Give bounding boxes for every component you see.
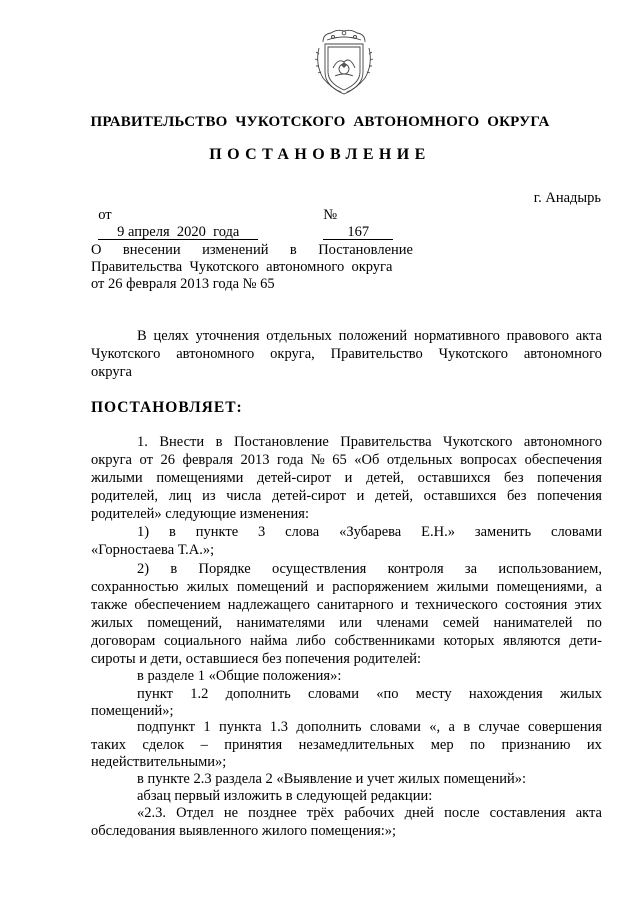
- date-value: 9 апреля 2020 года: [98, 225, 258, 240]
- word: автономного: [523, 434, 602, 450]
- word: технического: [415, 597, 498, 613]
- word: пункт: [137, 686, 173, 702]
- word: «Об: [354, 452, 380, 468]
- preamble-line: [91, 346, 602, 363]
- word: Правительства: [340, 434, 432, 450]
- word: и: [316, 579, 325, 595]
- word: Правительство: [330, 346, 423, 362]
- word: №: [310, 452, 325, 468]
- word: детей-сирот: [257, 470, 332, 486]
- word: дополнить: [296, 719, 362, 735]
- word: а: [448, 719, 455, 735]
- paragraph-line: [91, 452, 602, 469]
- word: жилых: [186, 579, 229, 595]
- word: рабочих: [344, 805, 395, 821]
- word: нанимателями: [236, 615, 325, 631]
- word: помещениями: [156, 470, 244, 486]
- word: Е.Н.»: [421, 524, 455, 540]
- subject-line-1: [91, 242, 413, 259]
- word: Отдел: [176, 805, 214, 821]
- paragraph-line: сироты и дети, оставшиеся без попечения родителей:: [91, 651, 422, 667]
- word: которых: [443, 633, 495, 649]
- word: попечения: [537, 488, 602, 504]
- word: оставшихся: [423, 488, 497, 504]
- word: надлежащего: [227, 597, 310, 613]
- paragraph-line: [91, 597, 602, 614]
- word: попечения: [537, 470, 602, 486]
- paragraph-line: в пункте 2.3 раздела 2 «Выявление и учет жилых помещений»:: [137, 771, 527, 787]
- word: обеспечения: [524, 452, 602, 468]
- word: дети-: [569, 633, 602, 649]
- word: семей: [442, 615, 480, 631]
- word: из: [202, 488, 216, 504]
- word: найма: [250, 633, 288, 649]
- word: «2.3.: [137, 805, 166, 821]
- word: отдельных: [386, 452, 453, 468]
- word: автономного: [523, 346, 602, 362]
- word: Внести: [159, 434, 205, 450]
- subject-word: внесении: [122, 242, 181, 258]
- word: сохранностью: [91, 579, 179, 595]
- government-title: ПРАВИТЕЛЬСТВО ЧУКОТСКОГО АВТОНОМНОГО ОКРУГА: [90, 114, 550, 130]
- word: Чукотского: [91, 346, 161, 362]
- word: членами: [376, 615, 429, 631]
- date-label: от: [98, 207, 112, 223]
- word: санитарного: [316, 597, 394, 613]
- word: помещений,: [147, 615, 223, 631]
- word: лиц: [168, 488, 192, 504]
- word: являются: [503, 633, 561, 649]
- word: «,: [429, 719, 441, 735]
- word: детей-сирот: [272, 488, 347, 504]
- paragraph-line: [91, 579, 602, 596]
- word: месту: [415, 686, 452, 702]
- subject-word: изменений: [202, 242, 269, 258]
- word: нахождения: [468, 686, 543, 702]
- coat-of-arms-emblem: [311, 28, 377, 98]
- word: 1): [137, 524, 150, 540]
- word: 1.: [137, 434, 148, 450]
- number-label: №: [323, 207, 338, 223]
- word: после: [444, 805, 480, 821]
- paragraph-line: [91, 633, 602, 650]
- subject-line-3: от 26 февраля 2013 года № 65: [91, 276, 275, 292]
- word: детей,: [366, 470, 405, 486]
- document-subject: [91, 242, 413, 293]
- preamble-line: округа: [91, 364, 132, 380]
- word: детей,: [375, 488, 414, 504]
- number-field: [316, 190, 393, 241]
- word: также: [91, 597, 128, 613]
- word: акта: [575, 328, 602, 344]
- paragraph-line: [91, 615, 602, 632]
- word: 2): [137, 561, 150, 577]
- preamble-line: [137, 328, 602, 345]
- word: и: [356, 488, 365, 504]
- word: акта: [575, 805, 602, 821]
- word: использованием,: [498, 561, 602, 577]
- word: а: [595, 579, 602, 595]
- subject-word: в: [289, 242, 297, 258]
- word: «по: [376, 686, 399, 702]
- word: округа: [91, 452, 132, 468]
- word: таких: [91, 737, 127, 753]
- paragraph-line: недействительными»;: [91, 754, 227, 770]
- word: уточнения: [195, 328, 260, 344]
- word: 1.3: [269, 719, 289, 735]
- word: целях: [153, 328, 189, 344]
- word: в: [168, 524, 176, 540]
- word: принятия: [224, 737, 283, 753]
- word: 2013: [240, 452, 270, 468]
- paragraph-line: [137, 686, 602, 703]
- word: подпункт: [137, 719, 195, 735]
- word: распоряжением: [332, 579, 429, 595]
- word: Порядке: [198, 561, 251, 577]
- resolves-heading: ПОСТАНОВЛЯЕТ:: [91, 399, 243, 416]
- word: этих: [574, 597, 602, 613]
- word: социального: [163, 633, 242, 649]
- word: отдельных: [266, 328, 332, 344]
- word: 1.2: [190, 686, 209, 702]
- word: Чукотского: [443, 434, 513, 450]
- word: в: [463, 719, 471, 735]
- word: и: [400, 597, 409, 613]
- word: без: [506, 488, 527, 504]
- word: или: [339, 615, 363, 631]
- word: –: [200, 737, 208, 753]
- date-field: [91, 190, 258, 241]
- word: родителей,: [91, 488, 159, 504]
- word: случае: [478, 719, 520, 735]
- word: В: [137, 328, 147, 344]
- word: от: [139, 452, 153, 468]
- word: нанимателей: [493, 615, 573, 631]
- paragraph-line: «Горностаева Т.А.»;: [91, 542, 215, 558]
- paragraph-line: [137, 524, 602, 541]
- number-value: 167: [323, 225, 393, 240]
- word: договорам: [91, 633, 156, 649]
- word: 65: [332, 452, 347, 468]
- word: слова: [285, 524, 320, 540]
- word: составления: [489, 805, 566, 821]
- word: 26: [160, 452, 175, 468]
- word: без: [504, 470, 524, 486]
- word: словами: [369, 719, 421, 735]
- word: Постановление: [234, 434, 329, 450]
- word: вопросах: [460, 452, 518, 468]
- word: заменить: [474, 524, 532, 540]
- paragraph-line: [137, 805, 602, 822]
- word: 3: [258, 524, 266, 540]
- paragraph-line: обследования выявленного жилого помещения:»;: [91, 823, 397, 839]
- word: дней: [404, 805, 434, 821]
- word: жилых: [559, 686, 602, 702]
- document-type: ПОСТАНОВЛЕНИЕ: [209, 146, 431, 163]
- word: в: [215, 434, 223, 450]
- word: 1: [203, 719, 211, 735]
- word: правового: [506, 328, 569, 344]
- word: округа,: [270, 346, 315, 362]
- paragraph-line: [137, 719, 602, 736]
- word: оставшихся: [417, 470, 491, 486]
- word: и: [344, 470, 353, 486]
- word: жилых: [91, 615, 134, 631]
- word: мер: [430, 737, 454, 753]
- word: обеспечением: [134, 597, 221, 613]
- word: в: [170, 561, 178, 577]
- word: либо: [296, 633, 326, 649]
- word: нормативного: [413, 328, 500, 344]
- word: числа: [226, 488, 262, 504]
- word: словами: [308, 686, 359, 702]
- word: положений: [338, 328, 408, 344]
- paragraph-line: родителей» следующие изменения:: [91, 506, 309, 522]
- word: помещениями,: [496, 579, 588, 595]
- word: совершения: [528, 719, 602, 735]
- word: их: [586, 737, 602, 753]
- word: не: [223, 805, 239, 821]
- paragraph-line: [91, 488, 602, 505]
- word: по: [470, 737, 486, 753]
- word: пункте: [195, 524, 239, 540]
- word: сделок: [142, 737, 185, 753]
- word: словами: [551, 524, 602, 540]
- subject-line-2: Правительства Чукотского автономного округа: [91, 259, 393, 275]
- paragraph-line: [137, 561, 602, 578]
- paragraph-line: в разделе 1 «Общие положения»:: [137, 668, 342, 684]
- word: жилыми: [91, 470, 143, 486]
- word: пункта: [218, 719, 262, 735]
- word: признанию: [501, 737, 571, 753]
- word: автономного: [176, 346, 255, 362]
- word: жилыми: [436, 579, 489, 595]
- word: Чукотского: [438, 346, 509, 362]
- paragraph-line: абзац первый изложить в следующей редакции:: [137, 788, 433, 804]
- subject-word: О: [91, 242, 102, 258]
- word: за: [464, 561, 478, 577]
- word: позднее: [248, 805, 297, 821]
- word: собственниками: [334, 633, 435, 649]
- word: года: [277, 452, 304, 468]
- word: февраля: [182, 452, 233, 468]
- word: незамедлительных: [298, 737, 415, 753]
- paragraph-line: [91, 737, 602, 754]
- word: дополнить: [225, 686, 291, 702]
- paragraph-line: [91, 470, 602, 487]
- word: осуществления: [271, 561, 367, 577]
- subject-word: Постановление: [318, 242, 413, 258]
- city: г. Анадырь: [533, 190, 601, 206]
- word: контроля: [387, 561, 444, 577]
- word: помещений: [236, 579, 309, 595]
- word: состояния: [504, 597, 568, 613]
- paragraph-line: [137, 434, 602, 451]
- word: трёх: [306, 805, 335, 821]
- paragraph-line: помещений»;: [91, 703, 174, 719]
- word: по: [586, 615, 602, 631]
- word: «Зубарева: [339, 524, 402, 540]
